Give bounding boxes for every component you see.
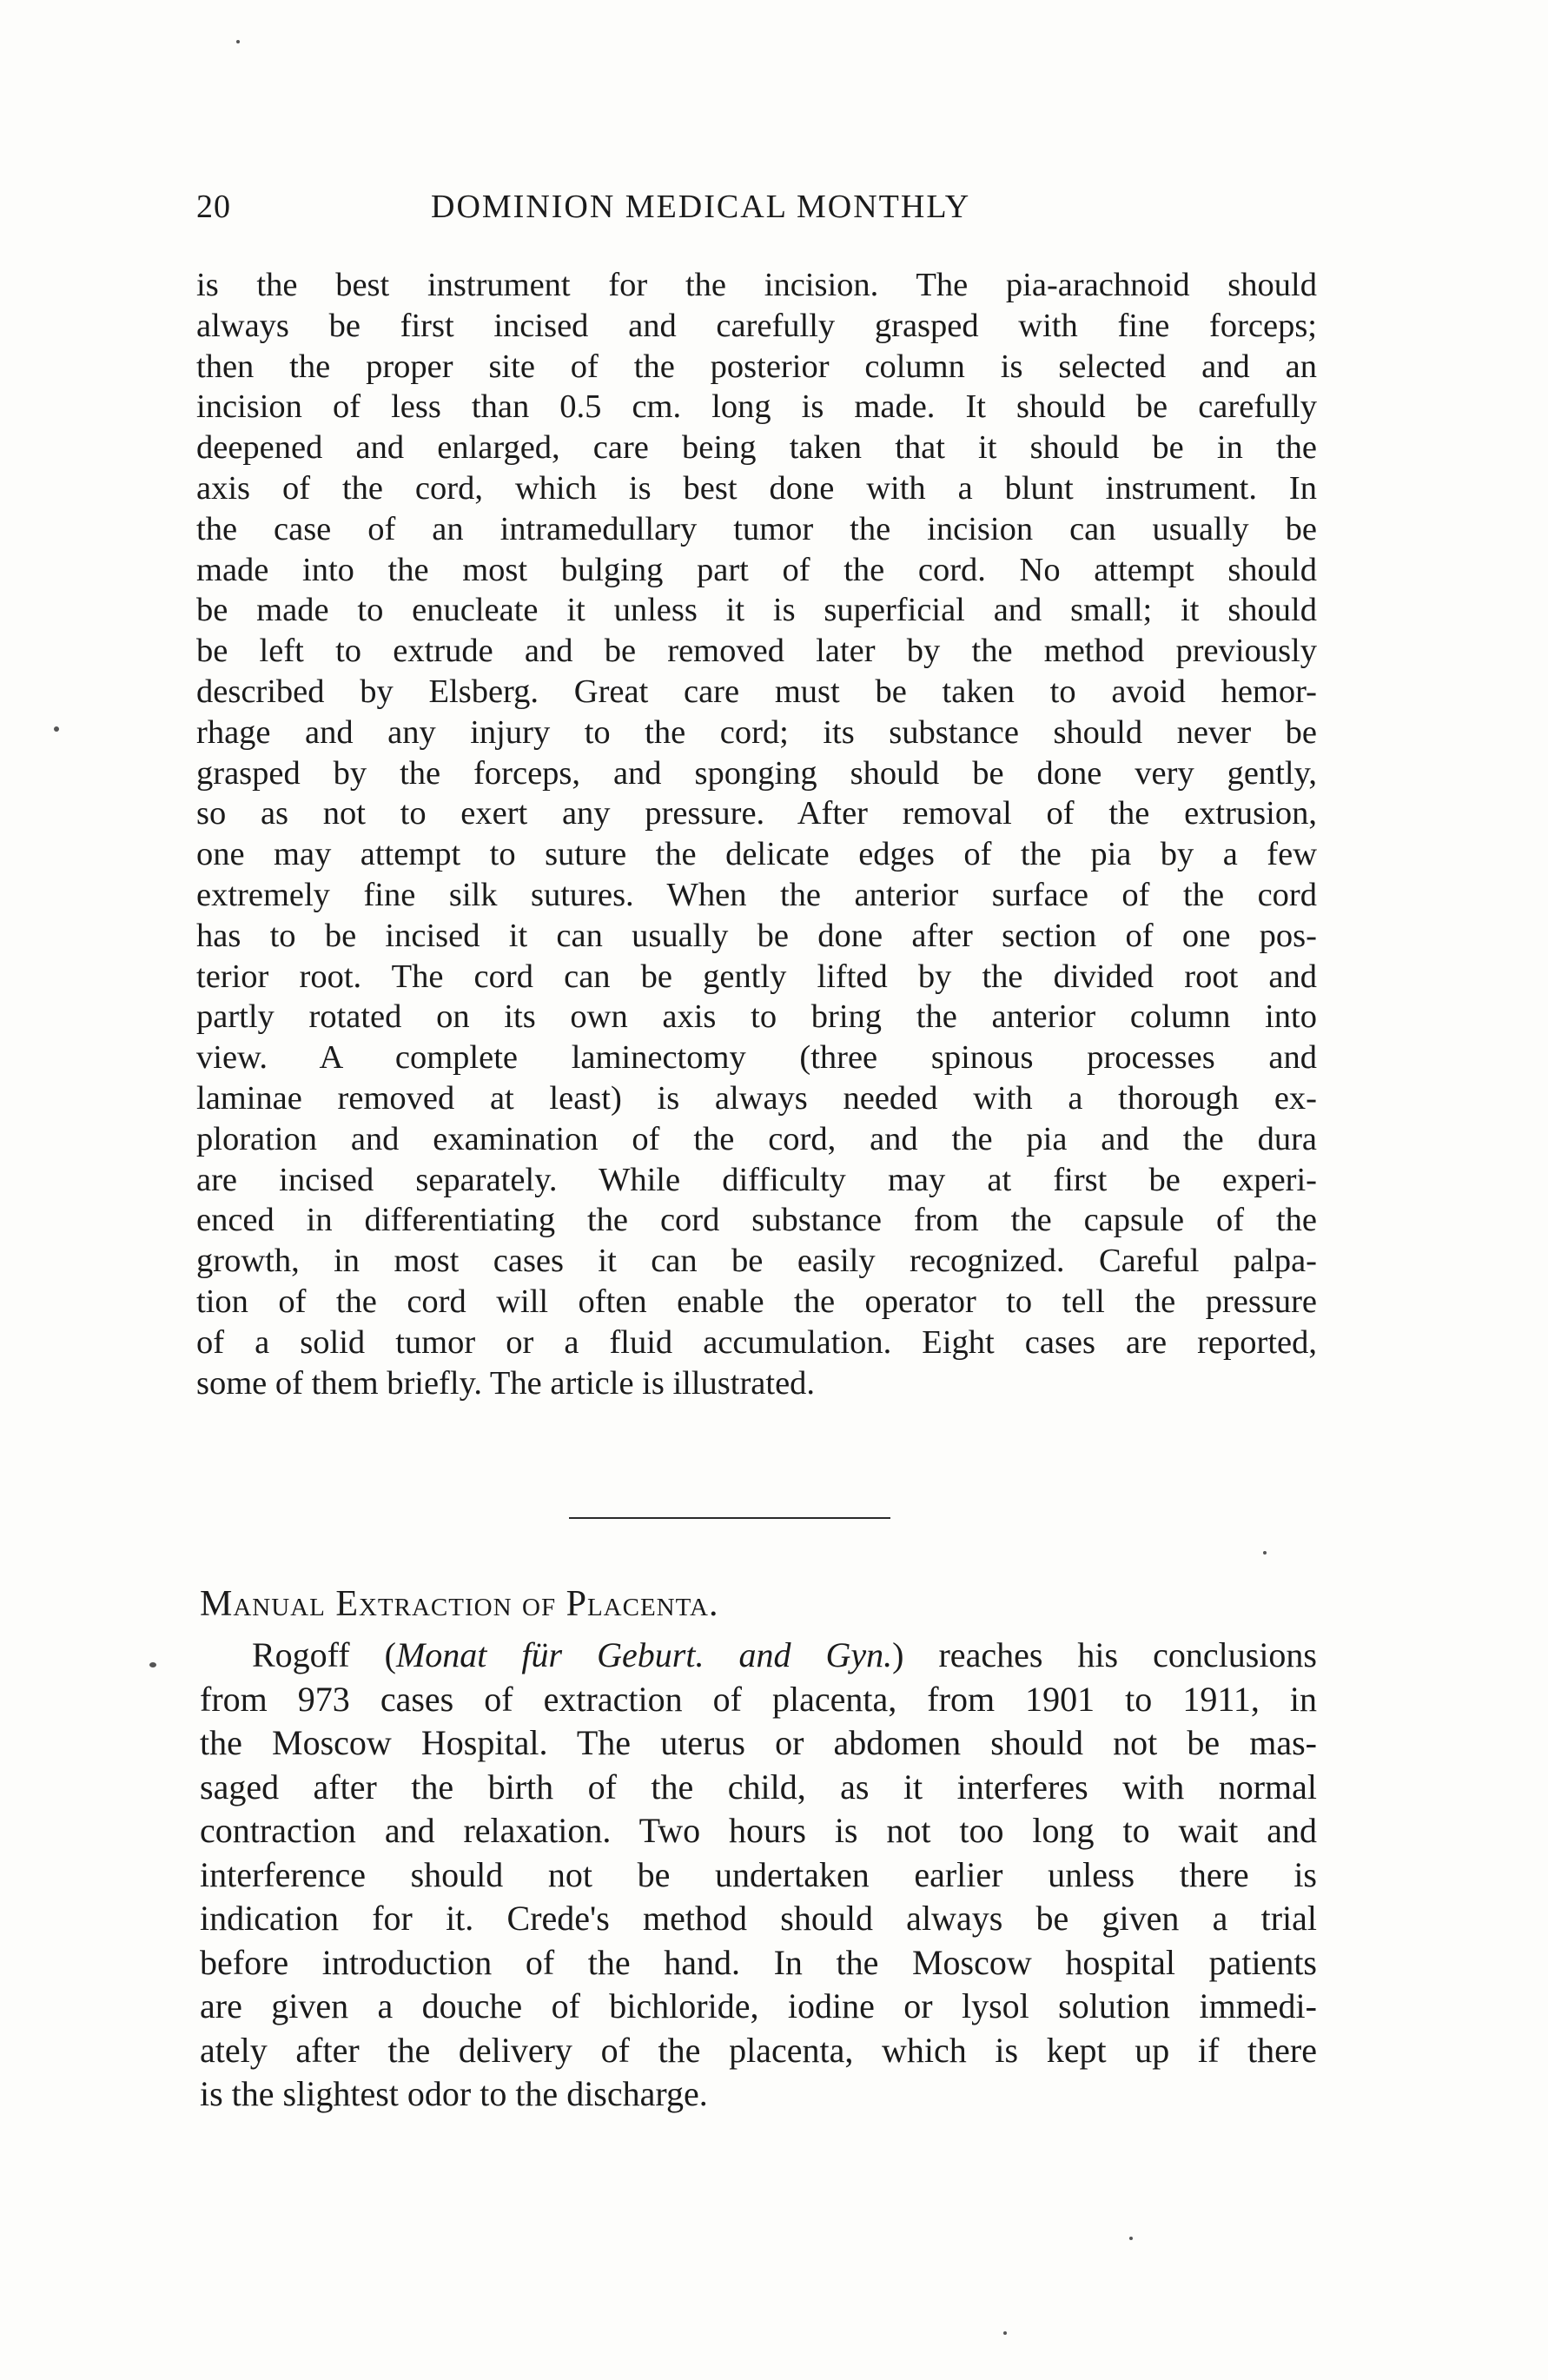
text-line: partly rotated on its own axis to bring the anterior column into bbox=[196, 998, 1317, 1036]
author-text: Rogoff ( bbox=[252, 1635, 396, 1674]
text-line: is the slightest odor to the discharge. bbox=[200, 2074, 708, 2113]
text-line: has to be incised it can usually be done after section of one pos- bbox=[196, 917, 1317, 954]
text-line: enced in differentiating the cord substance from the capsule of the bbox=[196, 1202, 1317, 1239]
text-line: incision of less than 0.5 cm. long is made. It should be carefully bbox=[196, 388, 1317, 426]
text-line: then the proper site of the posterior column is selected and an bbox=[196, 348, 1317, 385]
text-line: before introduction of the hand. In the Moscow hospital patients bbox=[200, 1942, 1317, 1982]
text-line: made into the most bulging part of the cord. No attempt should bbox=[196, 551, 1317, 588]
speck bbox=[236, 40, 240, 43]
text-line: deepened and enlarged, care being taken that it should be in the bbox=[196, 429, 1317, 467]
text-line: rhage and any injury to the cord; its substance should never be bbox=[196, 713, 1317, 751]
text-line: grasped by the forceps, and sponging should be done very gently, bbox=[196, 754, 1317, 792]
text-line: interference should not be undertaken earlier unless there is bbox=[200, 1854, 1317, 1894]
line-continuation: ) reaches his conclusions bbox=[892, 1635, 1317, 1674]
text-line: always be first incised and carefully grasped with fine forceps; bbox=[196, 307, 1317, 344]
speck bbox=[54, 726, 59, 732]
text-line: ploration and examination of the cord, and the pia and the dura bbox=[196, 1120, 1317, 1157]
text-line: extremely fine silk sutures. When the anterior surface of the cord bbox=[196, 876, 1317, 913]
text-line bbox=[200, 1634, 1317, 1678]
text-line: saged after the birth of the child, as it interferes with normal bbox=[200, 1767, 1317, 1807]
speck bbox=[1129, 2237, 1133, 2240]
text-line: of a solid tumor or a fluid accumulation. Eight cases are reported, bbox=[196, 1323, 1317, 1361]
speck bbox=[1263, 1551, 1267, 1555]
text-line: axis of the cord, which is best done with a blunt instrument. In bbox=[196, 469, 1317, 507]
text-line: one may attempt to suture the delicate edges of the pia by a few bbox=[196, 836, 1317, 873]
section-heading: Manual Extraction of Placenta. bbox=[200, 1584, 719, 1624]
section-paragraph bbox=[200, 1634, 1317, 2117]
text-line: are incised separately. While difficulty may at first be experi- bbox=[196, 1161, 1317, 1198]
text-line: ately after the delivery of the placenta, which is kept up if there bbox=[200, 2030, 1317, 2070]
text-line: growth, in most cases it can be easily recognized. Careful palpa- bbox=[196, 1243, 1317, 1280]
text-line: the case of an intramedullary tumor the incision can usually be bbox=[196, 510, 1317, 547]
journal-title: Monat für Geburt. and Gyn. bbox=[395, 1635, 893, 1674]
page-header bbox=[196, 188, 1317, 240]
continued-paragraph bbox=[196, 265, 1317, 1403]
text-line: tion of the cord will often enable the operator to tell the pressure bbox=[196, 1283, 1317, 1320]
text-line: indication for it. Crede's method should always be given a trial bbox=[200, 1899, 1317, 1938]
text-line: some of them briefly. The article is illustrated. bbox=[196, 1364, 816, 1402]
text-line: the Moscow Hospital. The uterus or abdomen should not be mas- bbox=[200, 1723, 1317, 1762]
running-title: DOMINION MEDICAL MONTHLY bbox=[431, 189, 971, 225]
text-line: described by Elsberg. Great care must be taken to avoid hemor- bbox=[196, 673, 1317, 710]
speck bbox=[1003, 2331, 1007, 2335]
text-line: view. A complete laminectomy (three spinous processes and bbox=[196, 1039, 1317, 1077]
text-line: terior root. The cord can be gently lifted by the divided root and bbox=[196, 958, 1317, 995]
text-line: is the best instrument for the incision. The pia-arachnoid should bbox=[196, 267, 1317, 303]
text-line: from 973 cases of extraction of placenta, from 1901 to 1911, in bbox=[200, 1679, 1317, 1719]
text-line: be left to extrude and be removed later by the method previously bbox=[196, 633, 1317, 670]
text-line: laminae removed at least) is always needed with a thorough ex- bbox=[196, 1079, 1317, 1117]
speck bbox=[149, 1662, 156, 1667]
text-line: be made to enucleate it unless it is superficial and small; it should bbox=[196, 592, 1317, 629]
section-divider bbox=[569, 1517, 890, 1519]
text-line: so as not to exert any pressure. After removal of the extrusion, bbox=[196, 795, 1317, 832]
text-line: contraction and relaxation. Two hours is not too long to wait and bbox=[200, 1811, 1317, 1850]
page-number: 20 bbox=[196, 189, 231, 225]
text-line: are given a douche of bichloride, iodine or lysol solution immedi- bbox=[200, 1986, 1317, 2025]
